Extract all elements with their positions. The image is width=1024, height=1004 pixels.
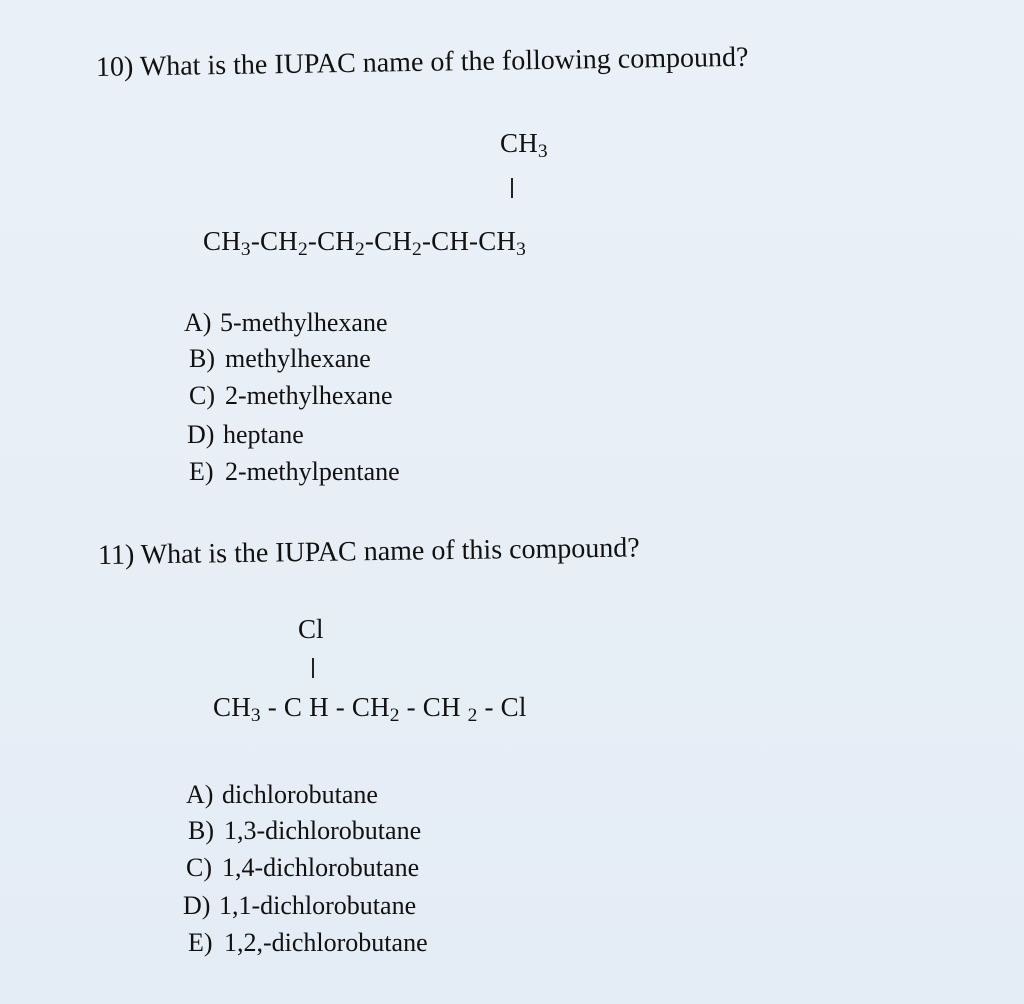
question-10-main-chain: $CH_3-CH_2-CH_2-CH_2-CH-CH_3$ <box>203 226 527 260</box>
question-11-option-c <box>186 855 419 881</box>
question-11-option-d <box>183 893 416 919</box>
option-text: 1,3-dichlorobutane <box>224 816 422 845</box>
question-10-option-c <box>189 383 393 409</box>
option-letter: C) <box>189 381 215 410</box>
question-10-option-a <box>184 310 388 336</box>
option-text: 1,2,-dichlorobutane <box>224 928 428 957</box>
option-letter: A) <box>184 308 212 337</box>
question-11-substituent: Cl <box>298 614 324 644</box>
option-letter: B) <box>189 344 215 373</box>
option-text: 2-methylpentane <box>225 457 400 486</box>
question-11-option-a <box>186 782 378 808</box>
question-10-option-d <box>187 422 304 448</box>
option-text: 2-methylhexane <box>225 381 393 410</box>
question-11-option-b <box>188 818 421 844</box>
option-text: 1,1-dichlorobutane <box>219 891 417 920</box>
option-letter: B) <box>188 816 214 845</box>
option-text: 1,4-dichlorobutane <box>222 853 420 882</box>
question-10-option-b <box>189 346 371 372</box>
question-11-prompt: 11) What is the IUPAC name of this compound? <box>97 532 640 571</box>
question-11-branch-bond <box>312 658 314 678</box>
option-letter: E) <box>189 457 214 486</box>
question-10-prompt: 10) What is the IUPAC name of the following compound? <box>95 41 749 83</box>
option-letter: D) <box>183 891 211 920</box>
question-10-branch-bond <box>511 178 513 198</box>
option-letter: A) <box>186 780 214 809</box>
question-10-option-e <box>189 459 400 485</box>
option-letter: C) <box>186 853 212 882</box>
question-11-main-chain: $CH_3$ - C H - $CH_2$ - CH $_2$ - Cl <box>213 692 527 726</box>
option-text: methylhexane <box>225 344 371 373</box>
option-text: dichlorobutane <box>222 780 378 809</box>
option-letter: E) <box>188 928 213 957</box>
option-letter: D) <box>187 420 215 449</box>
question-11-option-e <box>188 930 428 956</box>
option-text: 5-methylhexane <box>220 308 388 337</box>
question-10-substituent: $CH_3$ <box>500 128 548 162</box>
option-text: heptane <box>223 420 304 449</box>
